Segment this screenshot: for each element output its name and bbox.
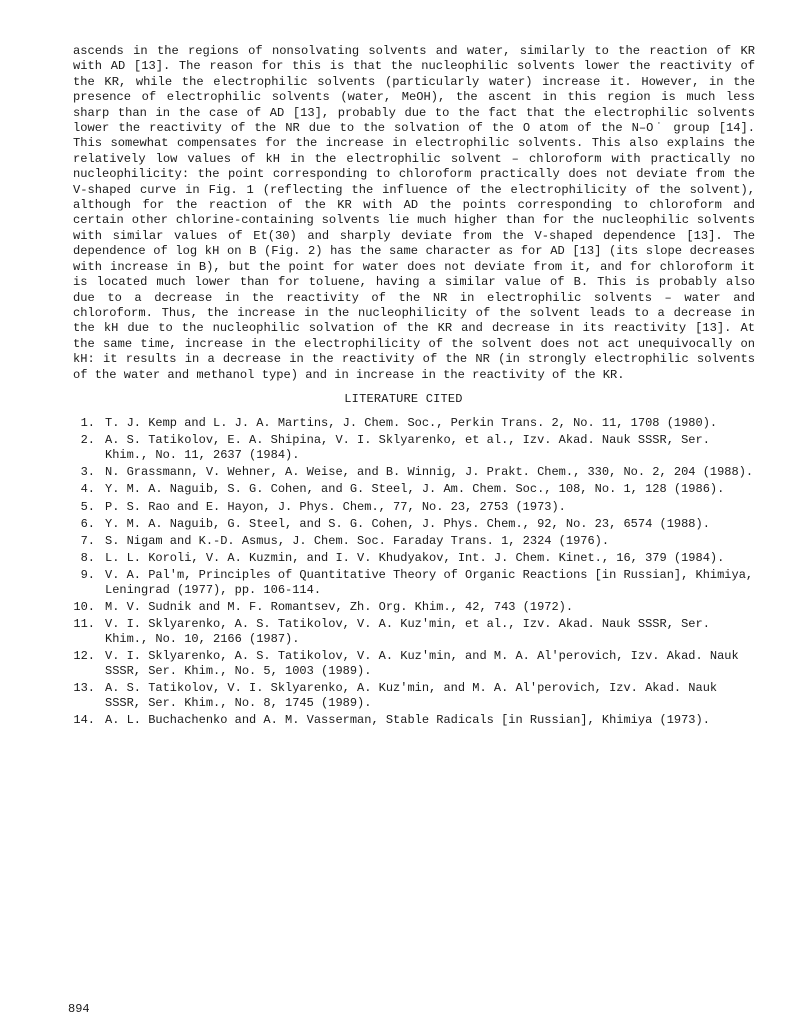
reference-text: Y. M. A. Naguib, G. Steel, and S. G. Cohen, J. Phys. Chem., 92, No. 23, 6574 (1988). [105, 516, 710, 531]
reference-number: 5. [80, 499, 95, 514]
reference-number: 14. [73, 713, 95, 728]
reference-number: 8. [80, 551, 95, 566]
reference-item [73, 681, 759, 711]
reference-item [73, 617, 759, 647]
reference-text: A. L. Buchachenko and A. M. Vasserman, Stable Radicals [in Russian], Khimiya (1973). [105, 713, 710, 728]
reference-item [73, 600, 759, 615]
reference-number: 3. [80, 465, 95, 480]
reference-list [73, 416, 759, 731]
reference-item [73, 517, 759, 532]
reference-text: N. Grassmann, V. Wehner, A. Weise, and B. Winnig, J. Prakt. Chem., 330, No. 2, 204 (1988). [105, 465, 754, 480]
reference-number: 6. [80, 516, 95, 531]
reference-text: A. S. Tatikolov, V. I. Sklyarenko, A. Kuz'min, and M. A. Al'perovich, Izv. Akad. Nauk SSSR, Ser. Khim., No. 8, 1745 (1989). [105, 681, 718, 711]
reference-text: V. A. Pal'm, Principles of Quantitative Theory of Organic Reactions [in Russian], Khimiya, Leningrad (1977), pp. 106-114. [105, 568, 754, 598]
reference-text: V. I. Sklyarenko, A. S. Tatikolov, V. A. Kuz'min, and M. A. Al'perovich, Izv. Akad. Nauk SSSR, Ser. Khim., No. 5, 1003 (1989). [105, 649, 739, 679]
reference-text: Y. M. A. Naguib, S. G. Cohen, and G. Steel, J. Am. Chem. Soc., 108, No. 1, 128 (1986). [105, 482, 725, 497]
reference-number: 1. [80, 416, 95, 430]
reference-text: L. L. Koroli, V. A. Kuzmin, and I. V. Khudyakov, Int. J. Chem. Kinet., 16, 379 (1984). [105, 551, 725, 566]
body-paragraph: ascends in the regions of nonsolvating solvents and water, similarly to the reaction of KR with AD [13]. The reason for this is that the nucleophilic solvents lower the reactivity of the KR, while the electrophilic solvents (particularly water) increase it. However, in the presence of electrophilic solvents (water, MeOH), the ascent in this region is much less sharp than in the case of AD [13], probably due to the fact that the electrophilic solvents lower the reactivity of the NR due to the solvation of the O atom of the N–O˙ group [14]. This somewhat compensates for the increase in electrophilic solvents. This also explains the relatively low values of kH in the electrophilic solvent – chloroform with practically no nucleophilicity: the point corresponding to chloroform practically does not deviate from the V-shaped curve in Fig. 1 (reflecting the influence of the electrophilicity of the solvent), although for the reaction of the KR with AD the points corresponding to chloroform and certain other chlorine-containing solvents lie much higher than for the nucleophilic solvents with similar values of Et(30) and sharply deviate from the V-shaped dependence [13]. The dependence of log kH on B (Fig. 2) has the same character as for AD [13] (its slope decreases with increase in B), but the point for water does not deviate from it, and for chloroform it is located much lower than for toluene, having a similar value of B. This is probably also due to a decrease in the reactivity of the NR in electrophilic solvents – water and chloroform. Thus, the increase in the nucleophilicity of the solvent leads to a decrease in the kH due to the nucleophilic solvation of the KR and decrease in its reactivity [13]. At the same time, increase in the electrophilicity of the solvent does not act unequivocally on kH: it results in a decrease in the reactivity of the NR (in strongly electrophilic solvents of the water and methanol type) and in increase in the reactivity of the KR. [73, 44, 755, 382]
reference-text: P. S. Rao and E. Hayon, J. Phys. Chem., 77, No. 23, 2753 (1973). [105, 499, 566, 514]
literature-cited-heading: LITERATURE CITED [344, 392, 463, 406]
reference-number: 10. [73, 600, 95, 615]
reference-number: 13. [73, 681, 95, 696]
reference-item [73, 433, 759, 463]
reference-text: A. S. Tatikolov, E. A. Shipina, V. I. Sklyarenko, et al., Izv. Akad. Nauk SSSR, Ser. Khim., No. 11, 2637 (1984). [105, 433, 710, 462]
reference-text: M. V. Sudnik and M. F. Romantsev, Zh. Org. Khim., 42, 743 (1972). [105, 600, 574, 615]
reference-text: S. Nigam and K.-D. Asmus, J. Chem. Soc. Faraday Trans. 1, 2324 (1976). [105, 533, 610, 548]
reference-item [73, 551, 759, 566]
reference-number: 7. [80, 533, 95, 548]
reference-number: 12. [73, 649, 95, 664]
reference-item [73, 649, 759, 679]
reference-item [73, 534, 759, 549]
reference-item [73, 713, 759, 728]
reference-item [73, 500, 759, 515]
reference-text: V. I. Sklyarenko, A. S. Tatikolov, V. A. Kuz'min, et al., Izv. Akad. Nauk SSSR, Ser. Khim., No. 10, 2166 (1987). [105, 617, 710, 647]
reference-number: 9. [80, 568, 95, 583]
reference-item [73, 568, 759, 598]
reference-number: 4. [80, 482, 95, 497]
reference-number: 11. [73, 617, 95, 632]
reference-text: T. J. Kemp and L. J. A. Martins, J. Chem. Soc., Perkin Trans. 2, No. 11, 1708 (1980). [105, 416, 718, 430]
reference-item [73, 465, 759, 480]
reference-number: 2. [80, 433, 95, 448]
page-number: 894 [68, 1002, 90, 1016]
reference-item [73, 416, 759, 431]
reference-item [73, 482, 759, 497]
